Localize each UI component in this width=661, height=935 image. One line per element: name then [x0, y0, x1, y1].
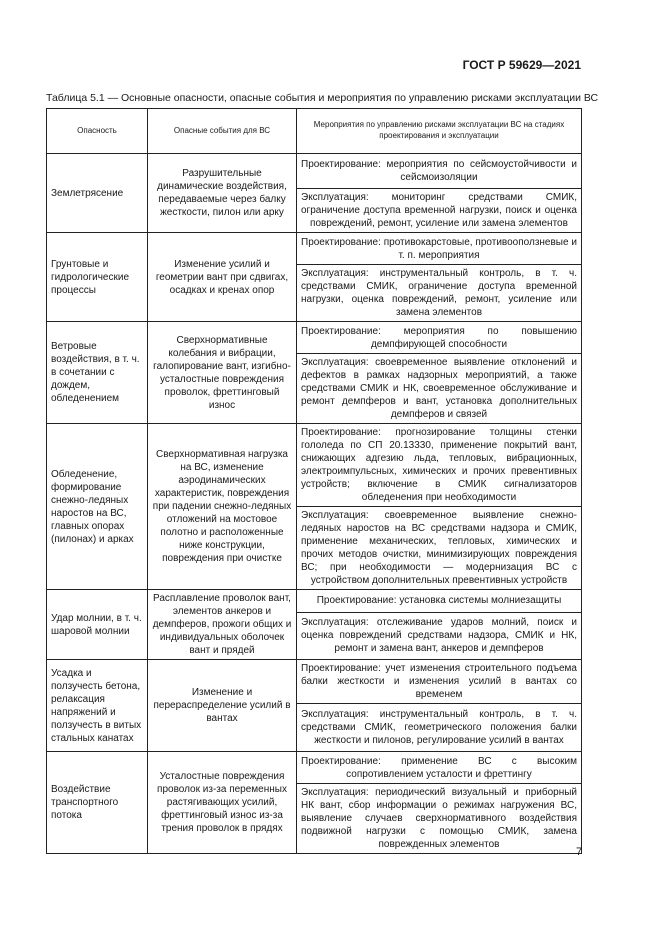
standard-number: ГОСТ Р 59629—2021 [462, 58, 581, 72]
hazard-cell: Грунтовые и гидрологические процессы [47, 233, 148, 322]
column-header-events: Опасные события для ВС [148, 109, 297, 154]
events-cell: Усталостные повреждения проволок из-за переменных растягивающих усилий, фреттинговый износ из-за трения проволок в прядях [148, 752, 297, 854]
table-header-row [47, 109, 582, 154]
table-caption: Таблица 5.1 — Основные опасности, опасные события и мероприятия по управлению рисками эксплуатации ВС [46, 92, 599, 104]
hazards-table [46, 108, 582, 854]
column-header-hazard: Опасность [47, 109, 148, 154]
events-cell: Разрушительные динамические воздействия, передаваемые через балку жесткости, пилон или арку [148, 154, 297, 233]
operation-measures-cell: Эксплуатация: своевременное выявление отклонений и дефектов в рамках надзорных мероприятий, а также средствами СМИК и НК, своевременное обслуживание и ремонт демпферов и вант, установка дополнительных демпферов и связей [297, 354, 582, 424]
design-measures-cell: Проектирование: учет изменения строительного подъема балки жесткости и изменения усилий в вантах со временем [297, 660, 582, 704]
table-row [47, 424, 582, 507]
hazard-cell: Ветровые воздействия, в т. ч. в сочетании с дождем, обледенением [47, 322, 148, 424]
operation-measures-cell: Эксплуатация: своевременное выявление снежно-ледяных наростов на ВС средствами надзора и СМИК, применение механических, тепловых, химических и прочих методов очистки, минимизирующих повреждения ВС; при необходимости — модернизация ВС с устройством дополнительных превентивных устройств [297, 507, 582, 590]
hazard-cell: Удар молнии, в т. ч. шаровой молнии [47, 590, 148, 660]
events-cell: Сверхнормативные колебания и вибрации, галопирование вант, изгибно-усталостные повреждения проволок, фреттинговый износ [148, 322, 297, 424]
design-measures-cell: Проектирование: применение ВС с высоким сопротивлением усталости и фреттингу [297, 752, 582, 784]
operation-measures-cell: Эксплуатация: мониторинг средствами СМИК, ограничение доступа временной нагрузки, поиск и оценка повреждений, ремонт, усиление или замена элементов [297, 189, 582, 233]
design-measures-cell: Проектирование: мероприятия по сейсмоустойчивости и сейсмоизоляции [297, 154, 582, 189]
design-measures-cell: Проектирование: прогнозирование толщины стенки гололеда по СП 20.13330, применение покрытий вант, снижающих адгезию льда, тепловых, вибрационных, электроимпульсных, химических и прочих превентивных устройств; включение в СМИК сигнализаторов обледенения при необходимости [297, 424, 582, 507]
table-row [47, 154, 582, 189]
table-row [47, 752, 582, 784]
hazard-cell: Землетрясение [47, 154, 148, 233]
table-row [47, 590, 582, 613]
column-header-measures: Мероприятия по управлению рисками эксплуатации ВС на стадиях проектирования и эксплуатации [297, 109, 582, 154]
table-row [47, 233, 582, 265]
design-measures-cell: Проектирование: мероприятия по повышению демпфирующей способности [297, 322, 582, 354]
operation-measures-cell: Эксплуатация: отслеживание ударов молний, поиск и оценка повреждений средствами надзора, СМИК и НК, ремонт и замена вант, анкеров и демпферов [297, 612, 582, 659]
operation-measures-cell: Эксплуатация: периодический визуальный и приборный НК вант, сбор информации о режимах нагружения ВС, выявление случаев сверхнормативного воздействия подвижной нагрузки с помощью СМИК, замена поврежденных элементов [297, 784, 582, 854]
design-measures-cell: Проектирование: установка системы молниезащиты [297, 590, 582, 613]
table-row [47, 660, 582, 704]
events-cell: Сверхнормативная нагрузка на ВС, изменение аэродинамических характеристик, повреждения при падении снежно-ледяных отложений на мостовое полотно и расположенные ниже конструкции, повреждения при очистке [148, 424, 297, 590]
events-cell: Изменение и перераспределение усилий в вантах [148, 660, 297, 752]
hazard-cell: Усадка и ползучесть бетона, релаксация напряжений и ползучесть в витых стальных канатах [47, 660, 148, 752]
table-row [47, 322, 582, 354]
hazard-cell: Обледенение, формирование снежно-ледяных наростов на ВС, главных опорах (пилонах) и арках [47, 424, 148, 590]
events-cell: Изменение усилий и геометрии вант при сдвигах, осадках и кренах опор [148, 233, 297, 322]
operation-measures-cell: Эксплуатация: инструментальный контроль, в т. ч. средствами СМИК, геометрического положения балки жесткости и пилонов, регулирование усилий в вантах [297, 704, 582, 752]
page-number: 7 [576, 846, 583, 858]
operation-measures-cell: Эксплуатация: инструментальный контроль, в т. ч. средствами СМИК, ограничение доступа временной нагрузки, оценка повреждений, ремонт, усиление или замена элементов [297, 265, 582, 322]
hazard-cell: Воздействие транспортного потока [47, 752, 148, 854]
design-measures-cell: Проектирование: противокарстовые, противооползневые и т. п. мероприятия [297, 233, 582, 265]
events-cell: Расплавление проволок вант, элементов анкеров и демпферов, прожоги общих и индивидуальных оболочек вант и прядей [148, 590, 297, 660]
